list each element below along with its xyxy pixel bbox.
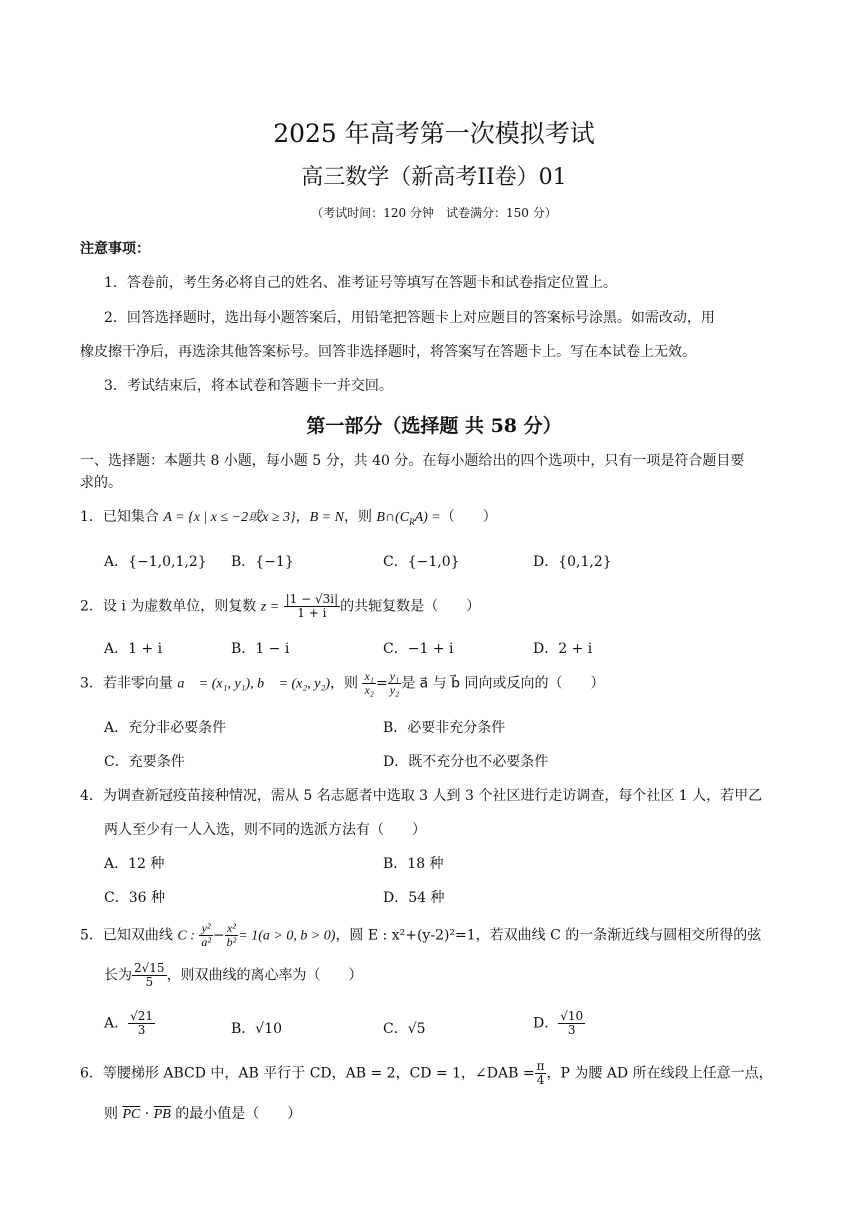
question-6-line1 xyxy=(80,1060,773,1087)
q2-fraction xyxy=(284,593,341,620)
q1-target-end: A) = xyxy=(414,510,441,525)
q5-fy-num: y² xyxy=(199,922,213,936)
q5-option-a xyxy=(104,1010,155,1037)
q6-vector-pb: $\overline{PB}$ xyxy=(153,1107,171,1122)
exam-info: （考试时间：120 分钟 试卷满分：150 分） xyxy=(311,206,557,220)
question-6-line2 xyxy=(104,1103,301,1123)
q6-vector-pc: $\overline{PC}$ xyxy=(122,1107,141,1122)
q1-text-a: 1．已知集合 xyxy=(80,509,164,525)
section-title: 第一部分（选择题 共 58 分） xyxy=(306,415,562,437)
q6-angle-fraction xyxy=(535,1060,547,1087)
question-2-stem xyxy=(80,593,480,620)
q2-text-a: 2．设 i 为虚数单位，则复数 xyxy=(80,598,261,615)
q2-option-c: C．−1 + i xyxy=(383,641,454,657)
q6-text-b: ，P 为腰 AD 所在线段上任意一点， xyxy=(546,1065,773,1082)
q5-option-b-label: B． xyxy=(231,1021,256,1037)
q5-chord-length xyxy=(132,962,167,989)
q5-curve-label: C : xyxy=(177,928,195,944)
exam-title: 2025 年高考第一次模拟考试 xyxy=(273,119,595,148)
notice-item-3: 3．考试结束后，将本试卷和答题卡一并交回。 xyxy=(104,378,393,394)
section-intro-line2: 求的。 xyxy=(80,475,122,491)
q1-target: B∩(C xyxy=(376,510,410,525)
question-4-line1: 4．为调查新冠疫苗接种情况，需从 5 名志愿者中选取 3 人到 3 个社区进行走访调查，每个社区 1 人，若甲乙 xyxy=(80,788,763,804)
q1-set-a: A = {x | x ≤ −2或x ≥ 3} xyxy=(163,510,296,525)
exam-subtitle: 高三数学（新高考II卷）01 xyxy=(301,165,567,190)
question-1-stem xyxy=(80,506,497,527)
q5-option-a-label: A． xyxy=(104,1015,129,1032)
q2-z: z = xyxy=(260,599,280,615)
q5-fraction-y xyxy=(199,922,213,949)
q5-fy-den: a² xyxy=(201,935,211,950)
q5-text-c: 长为 xyxy=(104,967,132,984)
q5-option-d xyxy=(533,1010,585,1037)
q3-option-a: A．充分非必要条件 xyxy=(104,720,227,736)
q2-text-b: 的共轭复数是（ ） xyxy=(340,598,481,615)
q5-option-a-num: √21 xyxy=(130,1009,154,1023)
q5-option-d-den: 3 xyxy=(567,1023,576,1038)
question-5-line2 xyxy=(104,962,363,989)
q5-text-a: 5．已知双曲线 xyxy=(80,927,178,944)
q6-text-c: 则 xyxy=(104,1106,123,1122)
q6-dot: · xyxy=(140,1106,154,1122)
q3-text-c: 是 a⃗ 与 b⃗ 同向或反向的（ ） xyxy=(401,675,605,692)
q5-option-c-value: √5 xyxy=(407,1021,426,1037)
q5-option-a-den: 3 xyxy=(137,1023,146,1038)
q3-fx-den: x₂ xyxy=(364,683,374,698)
q5-len-num: 2√15 xyxy=(134,961,165,975)
q4-option-a: A．12 种 xyxy=(104,856,165,872)
q5-len-den: 5 xyxy=(145,975,154,990)
q3-vectors: a⃗ = (x₁, y₁), b⃗ = (x₂, y₂) xyxy=(177,676,331,692)
q3-fy-num: y₁ xyxy=(389,669,400,683)
q3-text-b: ，则 xyxy=(330,675,359,692)
q2-option-d: D．2 + i xyxy=(533,641,593,657)
q5-fx-num: x² xyxy=(225,922,239,936)
q5-option-b xyxy=(231,1018,282,1038)
question-4-line2: 两人至少有一人入选，则不同的选派方法有（ ） xyxy=(104,822,426,838)
q2-option-a: A．1 + i xyxy=(104,641,163,657)
q6-text-d: 的最小值是（ ） xyxy=(170,1106,302,1122)
q5-option-c xyxy=(383,1018,426,1038)
q5-option-c-label: C． xyxy=(383,1021,408,1037)
q1-option-c: C．{−1,0} xyxy=(383,554,460,570)
question-5-line1 xyxy=(80,922,761,949)
notice-item-2-cont: 橡皮擦干净后，再选涂其他答案标号。回答非选择题时，将答案写在答题卡上。写在本试卷上无效。 xyxy=(80,344,696,360)
q5-option-a-fraction xyxy=(128,1010,155,1037)
q3-equals: = xyxy=(375,675,388,692)
q1-option-d: D．{0,1,2} xyxy=(533,554,612,570)
notice-item-2: 2．回答选择题时，选出每小题答案后，用铅笔把答题卡上对应题目的答案标号涂黑。如需改动，用 xyxy=(104,310,715,326)
q1-option-a: A．{−1,0,1,2} xyxy=(104,554,207,570)
q3-fraction-x xyxy=(362,670,376,697)
question-3-stem xyxy=(80,670,604,697)
q3-fx-num: x₁ xyxy=(364,669,374,683)
q5-option-d-num: √10 xyxy=(560,1009,584,1023)
q3-fraction-y xyxy=(388,670,402,697)
q5-option-d-fraction xyxy=(558,1010,585,1037)
q1-text-d: （ ） xyxy=(440,509,497,525)
q5-text-d: ，则双曲线的离心率为（ ） xyxy=(166,967,363,984)
notice-heading: 注意事项： xyxy=(80,241,150,257)
q2-frac-den: 1 + i xyxy=(297,606,327,621)
q1-option-b: B．{−1} xyxy=(231,554,294,570)
q1-text-c: ，则 xyxy=(343,509,377,525)
notice-item-1: 1．答卷前，考生务必将自己的姓名、准考证号等填写在答题卡和试卷指定位置上。 xyxy=(104,275,617,291)
q5-minus: − xyxy=(212,927,225,944)
q6-text-a: 6．等腰梯形 ABCD 中，AB 平行于 CD，AB = 2，CD = 1，∠DAB = xyxy=(80,1065,535,1082)
q5-option-b-value: √10 xyxy=(255,1021,283,1037)
q3-option-b: B．必要非充分条件 xyxy=(383,720,506,736)
q6-ang-den: 4 xyxy=(536,1073,545,1088)
q5-condition: = 1(a > 0, b > 0) xyxy=(238,928,336,944)
q5-text-b: ，圆 E : x²+(y-2)²=1，若双曲线 C 的一条渐近线与圆相交所得的弦 xyxy=(335,927,762,944)
q5-fx-den: b² xyxy=(226,935,237,950)
q4-option-b: B．18 种 xyxy=(383,856,444,872)
q2-option-b: B．1 − i xyxy=(231,641,290,657)
q3-fy-den: y₂ xyxy=(389,683,400,698)
q4-option-d: D．54 种 xyxy=(383,890,445,906)
section-intro-line1: 一、选择题：本题共 8 小题，每小题 5 分，共 40 分。在每小题给出的四个选项中，只有一项是符合题目要 xyxy=(80,453,745,469)
q3-text-a: 3．若非零向量 xyxy=(80,675,178,692)
q5-option-d-label: D． xyxy=(533,1015,559,1032)
q3-option-d: D．既不充分也不必要条件 xyxy=(383,754,549,770)
q4-option-c: C．36 种 xyxy=(104,890,165,906)
q1-target-sub: R xyxy=(409,516,415,527)
q6-ang-num: π xyxy=(536,1059,545,1073)
q2-frac-num: |1 − √3i| xyxy=(285,592,339,606)
q1-text-b: ， xyxy=(295,509,310,525)
q5-fraction-x xyxy=(225,922,239,949)
q1-set-b: B = N xyxy=(309,510,344,525)
q3-option-c: C．充要条件 xyxy=(104,754,185,770)
